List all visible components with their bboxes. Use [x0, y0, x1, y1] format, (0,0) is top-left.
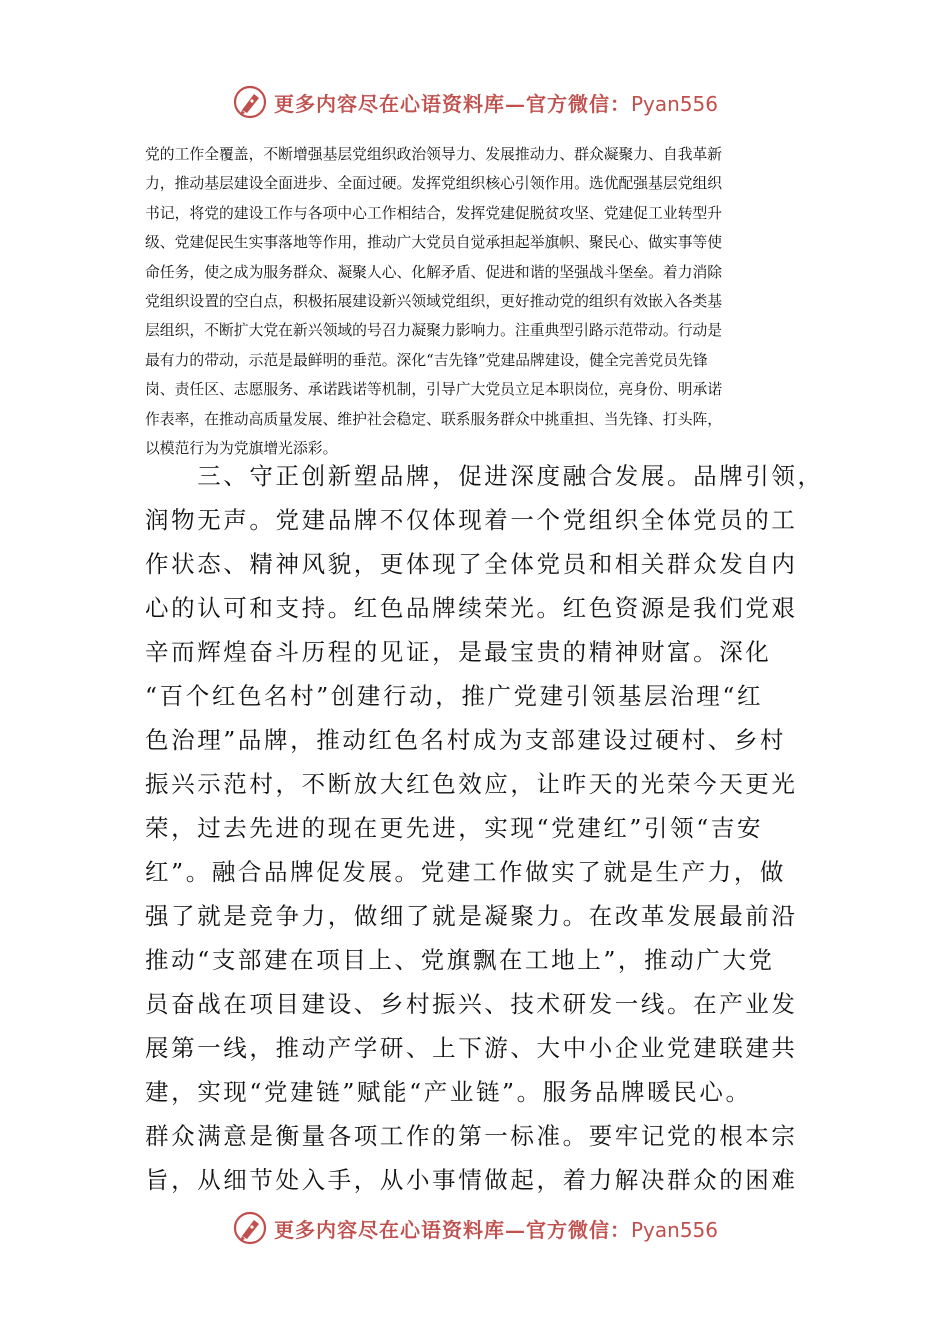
small-line: 命任务，使之成为服务群众、凝聚人心、化解矛盾、促进和谐的坚强战斗堡垒。着力消除: [145, 263, 723, 281]
large-line: 员奋战在项目建设、乡村振兴、技术研发一线。在产业发: [145, 990, 798, 1018]
small-line: 岗、责任区、志愿服务、承诺践诺等机制，引导广大党员立足本职岗位，亮身份、明承诺: [145, 381, 723, 399]
large-line: 荣，过去先进的现在更先进，实现“党建红”引领“吉安: [145, 814, 764, 842]
large-line: 润物无声。党建品牌不仅体现着一个党组织全体党员的工: [145, 506, 798, 534]
large-line: 红”。融合品牌促发展。党建工作做实了就是生产力，做: [145, 858, 787, 886]
large-line: 推动“支部建在项目上、党旗飘在工地上”，推动广大党: [145, 946, 775, 974]
small-line: 级、党建促民生实事落地等作用，推动广大党员自觉承担起举旗帜、聚民心、做实事等使: [145, 234, 723, 252]
small-line: 最有力的带动，示范是最鲜明的垂范。深化“吉先锋”党建品牌建设，健全完善党员先锋: [145, 351, 708, 369]
large-line: 三、守正创新塑品牌，促进深度融合发展。品牌引领，: [145, 462, 824, 490]
wechat-id: Pyan556: [630, 1217, 718, 1242]
banner-text: 更多内容尽在心语资料库—官方微信：Pyan556: [273, 1217, 718, 1242]
large-line: 作状态、精神风貌，更体现了全体党员和相关群众发自内: [145, 550, 798, 578]
large-line: 心的认可和支持。红色品牌续荣光。红色资源是我们党艰: [145, 594, 798, 622]
pen-nib-logo-icon: [232, 1210, 268, 1246]
small-line: 书记，将党的建设工作与各项中心工作相结合，发挥党建促脱贫攻坚、党建促工业转型升: [145, 204, 723, 222]
large-line: 强了就是竞争力，做细了就是凝聚力。在改革发展最前沿: [145, 902, 798, 930]
pen-nib-logo-icon: [232, 84, 268, 120]
header-banner: [0, 80, 950, 124]
large-line: 展第一线，推动产学研、上下游、大中小企业党建联建共: [145, 1034, 798, 1062]
small-line: 作表率，在推动高质量发展、维护社会稳定、联系服务群众中挑重担、当先锋、打头阵，: [145, 410, 723, 428]
small-line: 以模范行为为党旗增光添彩。: [145, 439, 338, 457]
large-line: “百个红色名村”创建行动，推广党建引领基层治理“红: [145, 682, 764, 710]
large-paragraph: [145, 454, 825, 1202]
large-line: 建，实现“党建链”赋能“产业链”。服务品牌暖民心。: [145, 1078, 752, 1106]
banner-text: 更多内容尽在心语资料库—官方微信：Pyan556: [273, 91, 718, 116]
large-line: 旨，从细节处入手，从小事情做起，着力解决群众的困难: [145, 1166, 798, 1194]
large-line: 辛而辉煌奋斗历程的见证，是最宝贵的精神财富。深化: [145, 638, 772, 666]
small-line: 力，推动基层建设全面进步、全面过硬。发挥党组织核心引领作用。选优配强基层党组织: [145, 175, 723, 193]
footer-banner: [0, 1206, 950, 1250]
large-line: 色治理”品牌，推动红色名村成为支部建设过硬村、乡村: [145, 726, 787, 754]
large-line: 群众满意是衡量各项工作的第一标准。要牢记党的根本宗: [145, 1122, 798, 1150]
small-line: 党的工作全覆盖，不断增强基层党组织政治领导力、发展推动力、群众凝聚力、自我革新: [145, 146, 723, 163]
wechat-id: Pyan556: [630, 91, 718, 116]
large-line: 振兴示范村，不断放大红色效应，让昨天的光荣今天更光: [145, 770, 798, 798]
small-line: 层组织，不断扩大党在新兴领域的号召力凝聚力影响力。注重典型引路示范带动。行动是: [145, 322, 723, 340]
small-line: 党组织设置的空白点，积极拓展建设新兴领域党组织，更好推动党的组织有效嵌入各类基: [145, 292, 723, 310]
small-paragraph: [145, 140, 807, 463]
